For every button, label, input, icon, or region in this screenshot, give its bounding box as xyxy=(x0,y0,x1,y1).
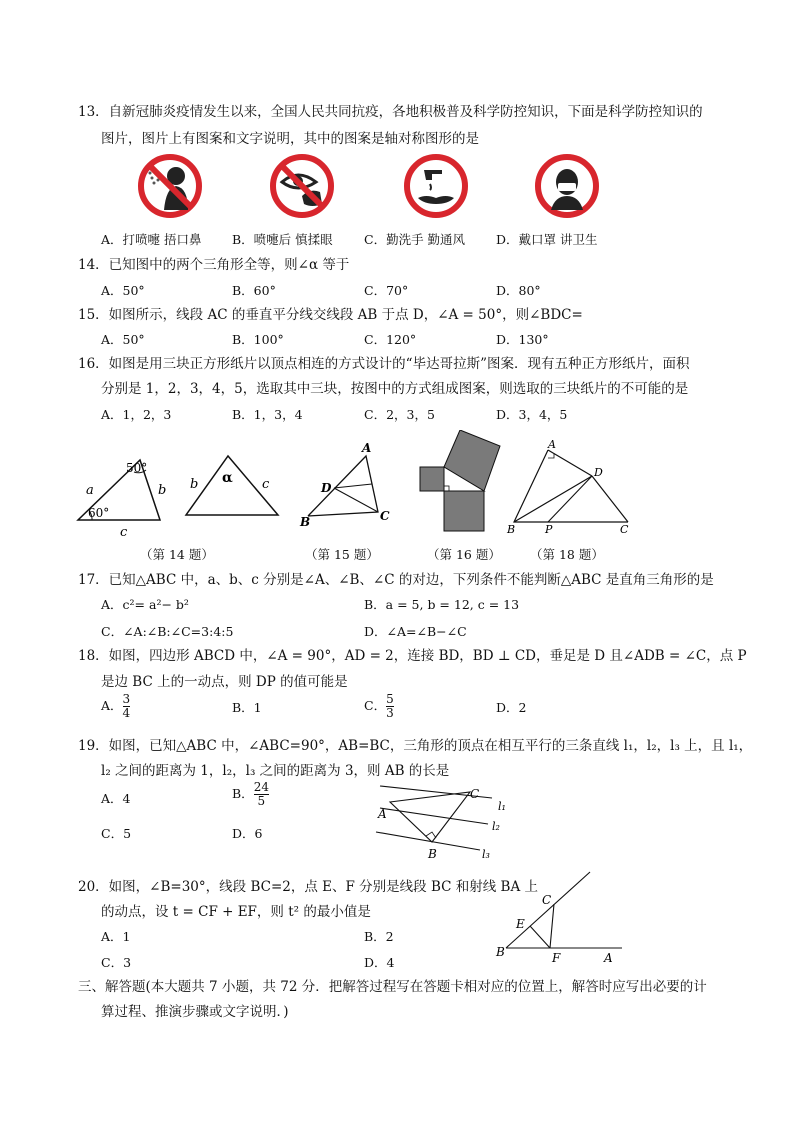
figure-18 xyxy=(506,438,629,536)
f15-A: A xyxy=(362,441,372,455)
f18-D: D xyxy=(594,466,603,479)
q17-option-d: D．∠A=∠B−∠C xyxy=(364,624,467,639)
q14-option-d: D．80° xyxy=(496,283,541,298)
q19-option-c: C．5 xyxy=(101,826,132,841)
f19-A: A xyxy=(378,807,387,821)
q20-line2: 的动点，设 t = CF + EF，则 t² 的最小值是 xyxy=(101,904,371,920)
q15-option-d: D．130° xyxy=(496,332,549,347)
q13-option-c: C．勤洗手 勤通风 xyxy=(364,232,466,247)
q20-option-b: B．2 xyxy=(364,929,394,944)
face-mask-icon xyxy=(533,152,601,220)
q15-option-a: A．50° xyxy=(101,332,145,347)
q18-option-b: B．1 xyxy=(232,700,262,715)
section3-line1: 三、解答题(本大题共 7 小题，共 72 分．把解答过程写在答题卡相对应的位置上，解答时应写出必要的计 xyxy=(78,979,707,995)
q20-option-d: D．4 xyxy=(364,955,395,970)
q17-option-b: B．a = 5, b = 12, c = 13 xyxy=(364,597,520,612)
f19-l1: l₁ xyxy=(498,800,506,813)
f14b-alpha: α xyxy=(222,470,233,486)
f15-C: C xyxy=(380,509,390,523)
f15-D: D xyxy=(321,481,332,495)
f19-l3: l₃ xyxy=(482,848,490,861)
f18-A: A xyxy=(548,438,556,451)
figure-20 xyxy=(494,870,630,968)
q19-option-b: B． $\frac{24}{5}$ xyxy=(232,780,269,808)
f19-l2: l₂ xyxy=(492,820,500,833)
q16-option-a: A．1，2，3 xyxy=(101,407,172,422)
q13-option-a: A．打喷嚏 捂口鼻 xyxy=(101,232,202,247)
q17-option-c: C．∠A:∠B:∠C=3:4:5 xyxy=(101,624,234,639)
figure-15 xyxy=(299,441,390,529)
q13-option-b: B．喷嚏后 慎揉眼 xyxy=(232,232,333,247)
q18-line1: 18．如图，四边形 ABCD 中，∠A = 90°，AD = 2，连接 BD，BD ⊥ CD，垂足是 D 且∠ADB = ∠C，点 P xyxy=(78,648,747,664)
q20-option-a: A．1 xyxy=(101,929,131,944)
q13-option-d: D．戴口罩 讲卫生 xyxy=(496,232,598,247)
f14a-ang2: 60° xyxy=(88,506,110,520)
q16-line1: 16．如图是用三块正方形纸片以顶点相连的方式设计的“毕达哥拉斯”图案．现有五种正方形纸片，面积 xyxy=(78,356,690,372)
q15-text: 15．如图所示，线段 AC 的垂直平分线交线段 AB 于点 D，∠A = 50°，则∠BDC= xyxy=(78,307,583,323)
q13-line1: 13．自新冠肺炎疫情发生以来，全国人民共同抗疫，各地积极普及科学防控知识，下面是科学防控知识的 xyxy=(78,104,703,120)
q16-option-d: D．3，4，5 xyxy=(496,407,568,422)
q15-option-b: B．100° xyxy=(232,332,284,347)
q19-option-a: A．4 xyxy=(101,791,131,806)
q16-option-c: C．2，3，5 xyxy=(364,407,435,422)
q18-option-c: C． $\frac{5}{3}$ xyxy=(364,692,394,720)
q17-option-a: A．c²= a²− b² xyxy=(101,597,189,612)
q17-text: 17．已知△ABC 中，a、b、c 分别是∠A、∠B、∠C 的对边，下列条件不能判断△ABC 是直角三角形的是 xyxy=(78,572,714,588)
f20-C: C xyxy=(542,893,552,907)
q18-option-d: D．2 xyxy=(496,700,527,715)
q19-line1: 19．如图，已知△ABC 中，∠ABC=90°，AB=BC，三角形的顶点在相互平行的三条直线 l₁，l₂，l₃ 上，且 l₁， xyxy=(78,738,753,754)
figure-14-triangle-2 xyxy=(186,456,278,515)
caption-18: （第 18 题） xyxy=(530,547,604,562)
f18-C: C xyxy=(620,523,629,536)
caption-15: （第 15 题） xyxy=(305,547,379,562)
f14a-c: c xyxy=(120,525,128,540)
eye-rub-icon xyxy=(268,152,336,220)
f14a-a: a xyxy=(86,483,94,498)
caption-16: （第 16 题） xyxy=(427,547,501,562)
q20-option-c: C．3 xyxy=(101,955,132,970)
q14-text: 14．已知图中的两个三角形全等，则∠α 等于 xyxy=(78,257,350,273)
q19-option-d: D．6 xyxy=(232,826,263,841)
figure-19 xyxy=(370,780,510,866)
f18-B: B xyxy=(507,523,516,536)
figures-row xyxy=(70,430,640,542)
f14b-c: c xyxy=(262,477,270,492)
figure-16 xyxy=(420,430,500,531)
q18-option-a: A． $\frac{3}{4}$ xyxy=(101,692,131,720)
section3-line2: 算过程、推演步骤或文字说明．) xyxy=(101,1004,289,1020)
f20-F: F xyxy=(552,951,561,965)
f18-P: P xyxy=(545,523,553,536)
caption-14: （第 14 题） xyxy=(140,547,214,562)
figure-14-triangle-1 xyxy=(78,460,166,540)
q20-line1: 20．如图，∠B=30°，线段 BC=2，点 E、F 分别是线段 BC 和射线 BA 上 xyxy=(78,879,538,895)
q18-line2: 是边 BC 上的一动点，则 DP 的值可能是 xyxy=(101,674,348,690)
f20-B: B xyxy=(496,945,505,959)
q16-line2: 分别是 1，2，3，4，5，选取其中三块，按图中的方式组成图案，则选取的三块纸片的不可能的是 xyxy=(101,381,689,397)
f14a-b: b xyxy=(158,483,167,498)
q14-option-a: A．50° xyxy=(101,283,145,298)
q14-option-c: C．70° xyxy=(364,283,409,298)
f19-C: C xyxy=(470,787,480,801)
hand-wash-icon xyxy=(402,152,470,220)
f20-E: E xyxy=(516,917,525,931)
f19-B: B xyxy=(428,847,437,861)
q16-option-b: B．1，3，4 xyxy=(232,407,303,422)
f14b-b: b xyxy=(190,477,199,492)
f14a-ang1: 50° xyxy=(126,461,148,475)
sneeze-cover-icon xyxy=(136,152,204,220)
f20-A: A xyxy=(604,951,613,965)
q19-line2: l₂ 之间的距离为 1，l₂，l₃ 之间的距离为 3，则 AB 的长是 xyxy=(101,763,450,779)
q13-line2: 图片，图片上有图案和文字说明，其中的图案是轴对称图形的是 xyxy=(101,131,479,147)
q14-option-b: B．60° xyxy=(232,283,276,298)
q15-option-c: C．120° xyxy=(364,332,417,347)
f15-B: B xyxy=(300,515,311,529)
